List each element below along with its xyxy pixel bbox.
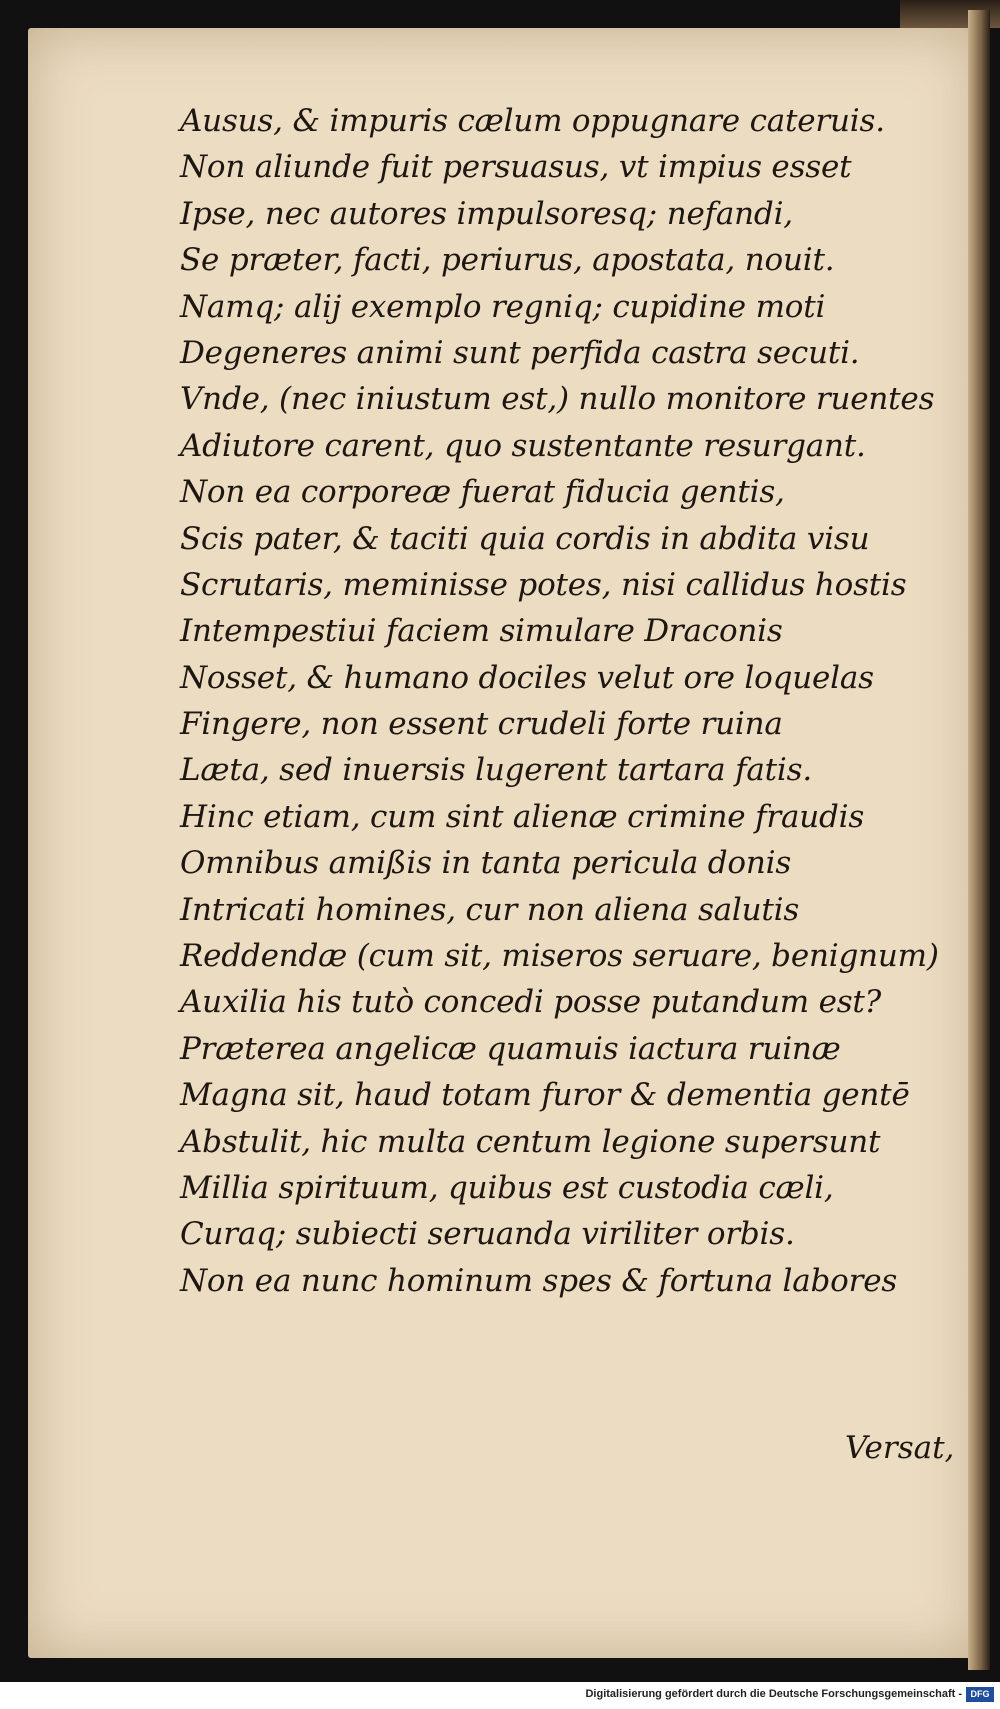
verse-line: Intempestiui faciem simulare Draconis: [180, 613, 783, 650]
verse-line: Intricati homines, cur non aliena salutis: [180, 891, 800, 928]
catchword: Versat,: [845, 1430, 955, 1466]
verse-line: Omnibus amißis in tanta pericula donis: [180, 845, 792, 882]
verse-line: Adiutore carent, quo sustentante resurgant.: [180, 427, 866, 464]
verse-line: Ipse, nec autores impulsoresq; nefandi,: [180, 195, 793, 232]
verse-line: Scrutaris, meminisse potes, nisi callidus hostis: [180, 566, 907, 603]
verse-line: Ausus, & impuris cælum oppugnare cateruis.: [180, 103, 885, 139]
verse-line: Præterea angelicæ quamuis iactura ruinæ: [180, 1030, 841, 1067]
verse-line: Læta, sed inuersis lugerent tartara fatis.: [180, 752, 812, 789]
verse-line: Abstulit, hic multa centum legione supersunt: [180, 1123, 881, 1160]
verse-line: Non aliunde fuit persuasus, vt impius esset: [180, 149, 852, 186]
dfg-logo: DFG: [966, 1687, 994, 1702]
verse-line: Se præter, facti, periurus, apostata, nouit.: [180, 242, 835, 279]
verse-line: Non ea corporeæ fuerat fiducia gentis,: [180, 474, 785, 511]
digitization-footer: [0, 1682, 1000, 1709]
verse-line: Curaq; subiecti seruanda viriliter orbis.: [180, 1216, 795, 1253]
funding-credit: Digitalisierung gefördert durch die Deutsche Forschungsgemeinschaft -: [585, 1688, 962, 1700]
verse-line: Magna sit, haud totam furor & dementia gentē: [180, 1077, 910, 1114]
verse-line: Hinc etiam, cum sint alienæ crimine fraudis: [180, 798, 865, 835]
verse-line: Fingere, non essent crudeli forte ruina: [180, 706, 783, 743]
verse-line: Degeneres animi sunt perfida castra secuti.: [180, 334, 860, 371]
verse-line: Scis pater, & taciti quia cordis in abdita visu: [180, 520, 870, 557]
verse-line: Reddendæ (cum sit, miseros seruare, benignum): [180, 938, 939, 975]
verse-line: Auxilia his tutò concedi posse putandum est?: [180, 984, 882, 1021]
verse-line: Namq; alij exemplo regniq; cupidine moti: [180, 288, 826, 325]
verse-line: Non ea nunc hominum spes & fortuna labores: [180, 1262, 898, 1299]
verse-line: Vnde, (nec iniustum est,) nullo monitore ruentes: [180, 381, 935, 418]
book-fore-edge: [968, 10, 990, 1670]
verse-line: Millia spirituum, quibus est custodia cæli,: [180, 1169, 834, 1206]
verse-lines: [180, 98, 939, 1304]
verse-line: Nosset, & humano dociles velut ore loquelas: [180, 659, 874, 696]
